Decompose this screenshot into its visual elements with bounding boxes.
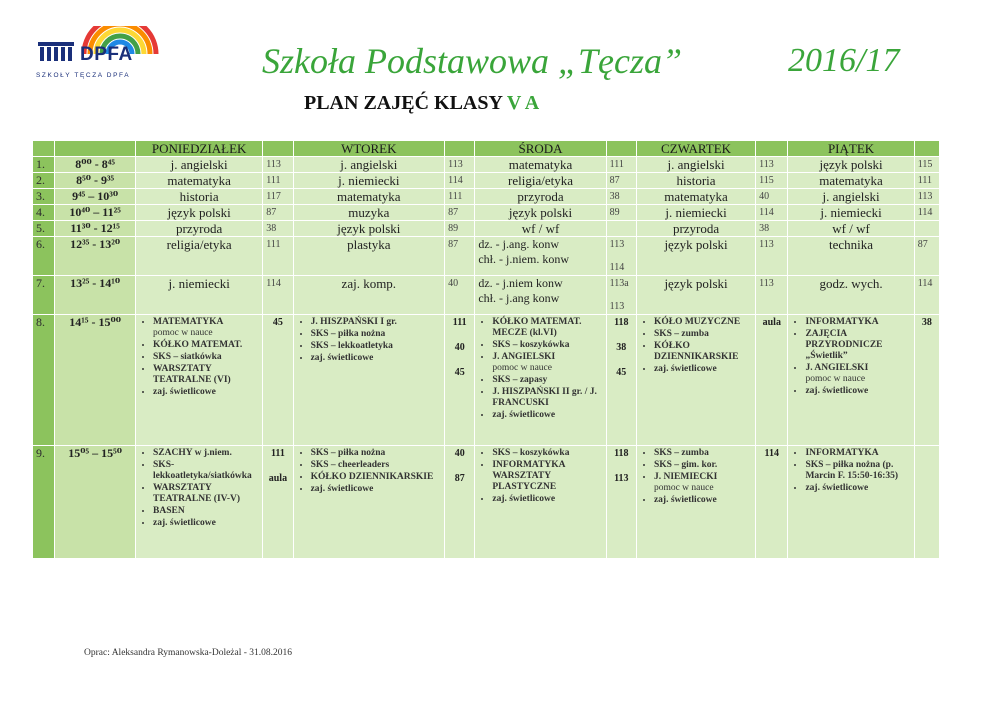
room-cell: 87 — [263, 205, 293, 221]
room-cell: 114 — [756, 446, 788, 559]
room-cell: 87 — [445, 205, 475, 221]
subject-cell: technika — [788, 237, 914, 276]
room-cell: 113 — [914, 189, 939, 205]
activity-list — [297, 448, 442, 495]
table-row — [33, 221, 940, 237]
logo-subtitle: SZKOŁY TĘCZA DPFA — [36, 72, 131, 79]
room-cell: 118 113 — [606, 446, 636, 559]
room-cell: 38 — [263, 221, 293, 237]
activity-item: • zaj. świetlicowe — [805, 386, 910, 397]
activity-cell — [136, 315, 263, 446]
activity-item: • KÓŁKO MATEMAT. — [153, 340, 259, 351]
subject-cell: religia/etyka — [475, 173, 606, 189]
lesson-time: 11³⁰ - 12¹⁵ — [55, 221, 136, 237]
row-number: 1. — [33, 157, 55, 173]
row-number: 6. — [33, 237, 55, 276]
activity-item: • J. ANGIELSKI pomoc w nauce — [805, 363, 910, 385]
room-cell: 114 — [445, 173, 475, 189]
logo-text: DPFA — [80, 44, 133, 65]
subject-cell: plastyka — [293, 237, 445, 276]
header-room — [606, 141, 636, 157]
room-cell: 111 — [263, 173, 293, 189]
footer-note: Oprac: Aleksandra Rymanowska-Doleżal - 31.08.2016 — [84, 648, 293, 658]
room-cell: 117 — [263, 189, 293, 205]
subject-cell: język polski — [636, 276, 755, 315]
room-cell: aula — [756, 315, 788, 446]
activity-item: • zaj. świetlicowe — [492, 410, 602, 421]
room-cell — [914, 221, 939, 237]
activity-list — [297, 317, 442, 364]
subject-cell: j. angielski — [636, 157, 755, 173]
activity-item: • ZAJĘCIA PRZYRODNICZE „Świetlik” — [805, 329, 910, 362]
subject-cell: j. angielski — [293, 157, 445, 173]
school-year: 2016/17 — [788, 42, 900, 79]
room-cell: 114 — [914, 205, 939, 221]
activity-cell — [636, 315, 755, 446]
subject-cell: j. niemiecki — [293, 173, 445, 189]
table-row — [33, 237, 940, 276]
activity-item: • zaj. świetlicowe — [311, 353, 442, 364]
subject-cell: dz. - j.ang. konw chł. - j.niem. konw — [475, 237, 606, 276]
activity-item: • KÓŁKO MATEMAT. MECZE (kl.VI) — [492, 317, 602, 339]
school-name: Szkoła Podstawowa „Tęcza” — [262, 41, 683, 81]
activity-list — [139, 448, 259, 529]
header-room — [756, 141, 788, 157]
activity-item: • zaj. świetlicowe — [153, 518, 259, 529]
room-cell: 113 — [445, 157, 475, 173]
activity-item: • SKS – cheerleaders — [311, 460, 442, 471]
subject-cell: religia/etyka — [136, 237, 263, 276]
activity-cell — [136, 446, 263, 559]
activity-item: • J. NIEMIECKI pomoc w nauce — [654, 472, 752, 494]
activity-item: • SKS – koszykówka — [492, 340, 602, 351]
subject-cell: język polski — [636, 237, 755, 276]
activity-item: • WARSZTATY TEATRALNE (IV-V) — [153, 483, 259, 505]
class-name: V A — [506, 92, 540, 114]
subject-cell: wf / wf — [475, 221, 606, 237]
room-cell: 115 — [756, 173, 788, 189]
activity-item: • KÓŁKO DZIENNIKARSKIE — [311, 472, 442, 483]
activity-cell — [636, 446, 755, 559]
room-cell: 40 — [445, 276, 475, 315]
lesson-time: 15⁰⁵ – 15⁵⁰ — [55, 446, 136, 559]
activity-list — [478, 448, 602, 505]
table-row — [33, 315, 940, 446]
activity-item: • SKS – piłka nożna — [311, 329, 442, 340]
table-row — [33, 276, 940, 315]
activity-list — [640, 448, 752, 506]
header-blank — [33, 141, 55, 157]
activity-item: • SKS – zumba — [654, 329, 752, 340]
plan-label: PLAN ZAJĘĆ KLASY — [304, 92, 507, 114]
subject-cell: dz. - j.niem konw chł. - j.ang konw — [475, 276, 606, 315]
subject-cell: przyroda — [136, 221, 263, 237]
lesson-time: 8⁵⁰ - 9³⁵ — [55, 173, 136, 189]
lesson-time: 12³⁵ - 13²⁰ — [55, 237, 136, 276]
activity-item: • INFORMATYKA WARSZTATY PLASTYCZNE — [492, 460, 602, 493]
room-cell: 111 40 45 — [445, 315, 475, 446]
room-cell: 113 — [263, 157, 293, 173]
table-row — [33, 189, 940, 205]
lesson-time: 8⁰⁰ - 8⁴⁵ — [55, 157, 136, 173]
activity-cell — [293, 315, 445, 446]
subject-cell: historia — [136, 189, 263, 205]
room-cell: 114 — [914, 276, 939, 315]
row-number: 7. — [33, 276, 55, 315]
activity-list — [791, 448, 910, 494]
plan-title — [304, 92, 539, 115]
room-cell: 111 — [914, 173, 939, 189]
activity-item: • SKS – lekkoatletyka — [311, 341, 442, 352]
row-number: 3. — [33, 189, 55, 205]
room-cell: 40 87 — [445, 446, 475, 559]
activity-item: • SKS – piłka nożna — [311, 448, 442, 459]
activity-item: • J. ANGIELSKI pomoc w nauce — [492, 352, 602, 374]
room-cell: 111 — [606, 157, 636, 173]
activity-item: • INFORMATYKA — [805, 448, 910, 459]
header-room — [914, 141, 939, 157]
subject-cell: matematyka — [293, 189, 445, 205]
activity-list — [478, 317, 602, 421]
table-row — [33, 157, 940, 173]
subject-cell: muzyka — [293, 205, 445, 221]
room-cell: 113 — [756, 276, 788, 315]
room-cell: 38 — [914, 315, 939, 446]
room-cell: 40 — [756, 189, 788, 205]
room-cell: 113 — [756, 157, 788, 173]
room-cell: 89 — [606, 205, 636, 221]
activity-item: • INFORMATYKA — [805, 317, 910, 328]
activity-item: • zaj. świetlicowe — [153, 387, 259, 398]
activity-item: • MATEMATYKA pomoc w nauce — [153, 317, 259, 339]
activity-item: • SKS – piłka nożna (p. Marcin F. 15:50-16:35) — [805, 460, 910, 482]
timetable — [32, 140, 940, 559]
header-room — [445, 141, 475, 157]
day-header: PONIEDZIAŁEK — [136, 141, 263, 157]
room-cell: 113a 113 — [606, 276, 636, 315]
subject-cell: zaj. komp. — [293, 276, 445, 315]
day-header: PIĄTEK — [788, 141, 914, 157]
activity-cell — [475, 315, 606, 446]
activity-item: • zaj. świetlicowe — [654, 495, 752, 506]
table-row — [33, 173, 940, 189]
activity-cell — [788, 315, 914, 446]
subject-cell: wf / wf — [788, 221, 914, 237]
room-cell: 38 — [756, 221, 788, 237]
subject-cell: przyroda — [475, 189, 606, 205]
row-number: 8. — [33, 315, 55, 446]
activity-item: • J. HISZPAŃSKI II gr. / J. FRANCUSKI — [492, 387, 602, 409]
header-room — [263, 141, 293, 157]
activity-item: • SZACHY w j.niem. — [153, 448, 259, 459]
subject-cell: j. angielski — [136, 157, 263, 173]
room-cell: 111 — [445, 189, 475, 205]
room-cell: 115 — [914, 157, 939, 173]
room-cell: 87 — [445, 237, 475, 276]
activity-item: • WARSZTATY TEATRALNE (VI) — [153, 364, 259, 386]
row-number: 5. — [33, 221, 55, 237]
subject-cell: język polski — [788, 157, 914, 173]
header-time — [55, 141, 136, 157]
lesson-time: 13²⁵ - 14¹⁰ — [55, 276, 136, 315]
activity-cell — [475, 446, 606, 559]
activity-item: • BASEN — [153, 506, 259, 517]
day-header: CZWARTEK — [636, 141, 755, 157]
table-row — [33, 205, 940, 221]
subject-cell: historia — [636, 173, 755, 189]
activity-item: • KÓŁKO DZIENNIKARSKIE — [654, 341, 752, 363]
room-cell: 87 — [606, 173, 636, 189]
activity-item: • KÓŁO MUZYCZNE — [654, 317, 752, 328]
room-cell: 114 — [263, 276, 293, 315]
subject-cell: matematyka — [788, 173, 914, 189]
subject-cell: język polski — [136, 205, 263, 221]
row-number: 2. — [33, 173, 55, 189]
activity-item: • SKS- lekkoatletyka/siatkówka — [153, 460, 259, 482]
room-cell: 45 — [263, 315, 293, 446]
subject-cell: j. angielski — [788, 189, 914, 205]
subject-cell: j. niemiecki — [136, 276, 263, 315]
room-cell: 89 — [445, 221, 475, 237]
activity-item: • J. HISZPAŃSKI I gr. — [311, 317, 442, 328]
room-cell: 113 114 — [606, 237, 636, 276]
activity-item: • SKS – zapasy — [492, 375, 602, 386]
table-row — [33, 446, 940, 559]
room-cell: 113 — [756, 237, 788, 276]
room-cell — [914, 446, 939, 559]
activity-item: • zaj. świetlicowe — [311, 484, 442, 495]
activity-list — [791, 317, 910, 397]
activity-list — [640, 317, 752, 375]
room-cell: 111 aula — [263, 446, 293, 559]
room-cell: 118 38 45 — [606, 315, 636, 446]
subject-cell: j. niemiecki — [788, 205, 914, 221]
subject-cell: język polski — [293, 221, 445, 237]
subject-cell: j. niemiecki — [636, 205, 755, 221]
row-number: 9. — [33, 446, 55, 559]
activity-item: • SKS – koszykówka — [492, 448, 602, 459]
lesson-time: 14¹⁵ - 15⁰⁰ — [55, 315, 136, 446]
activity-item: • SKS – zumba — [654, 448, 752, 459]
activity-item: • zaj. świetlicowe — [805, 483, 910, 494]
subject-cell: przyroda — [636, 221, 755, 237]
day-header: WTOREK — [293, 141, 445, 157]
lesson-time: 10⁴⁰ – 11²⁵ — [55, 205, 136, 221]
room-cell: 114 — [756, 205, 788, 221]
subject-cell: matematyka — [636, 189, 755, 205]
activity-cell — [293, 446, 445, 559]
subject-cell: język polski — [475, 205, 606, 221]
subject-cell: matematyka — [475, 157, 606, 173]
activity-item: • SKS – gim. kor. — [654, 460, 752, 471]
lesson-time: 9⁴⁵ – 10³⁰ — [55, 189, 136, 205]
row-number: 4. — [33, 205, 55, 221]
activity-item: • zaj. świetlicowe — [492, 494, 602, 505]
subject-cell: matematyka — [136, 173, 263, 189]
activity-cell — [788, 446, 914, 559]
room-cell: 87 — [914, 237, 939, 276]
room-cell — [606, 221, 636, 237]
activity-item: • zaj. świetlicowe — [654, 364, 752, 375]
day-header: ŚRODA — [475, 141, 606, 157]
room-cell: 111 — [263, 237, 293, 276]
room-cell: 38 — [606, 189, 636, 205]
activity-item: • SKS – siatkówka — [153, 352, 259, 363]
activity-list — [139, 317, 259, 398]
subject-cell: godz. wych. — [788, 276, 914, 315]
